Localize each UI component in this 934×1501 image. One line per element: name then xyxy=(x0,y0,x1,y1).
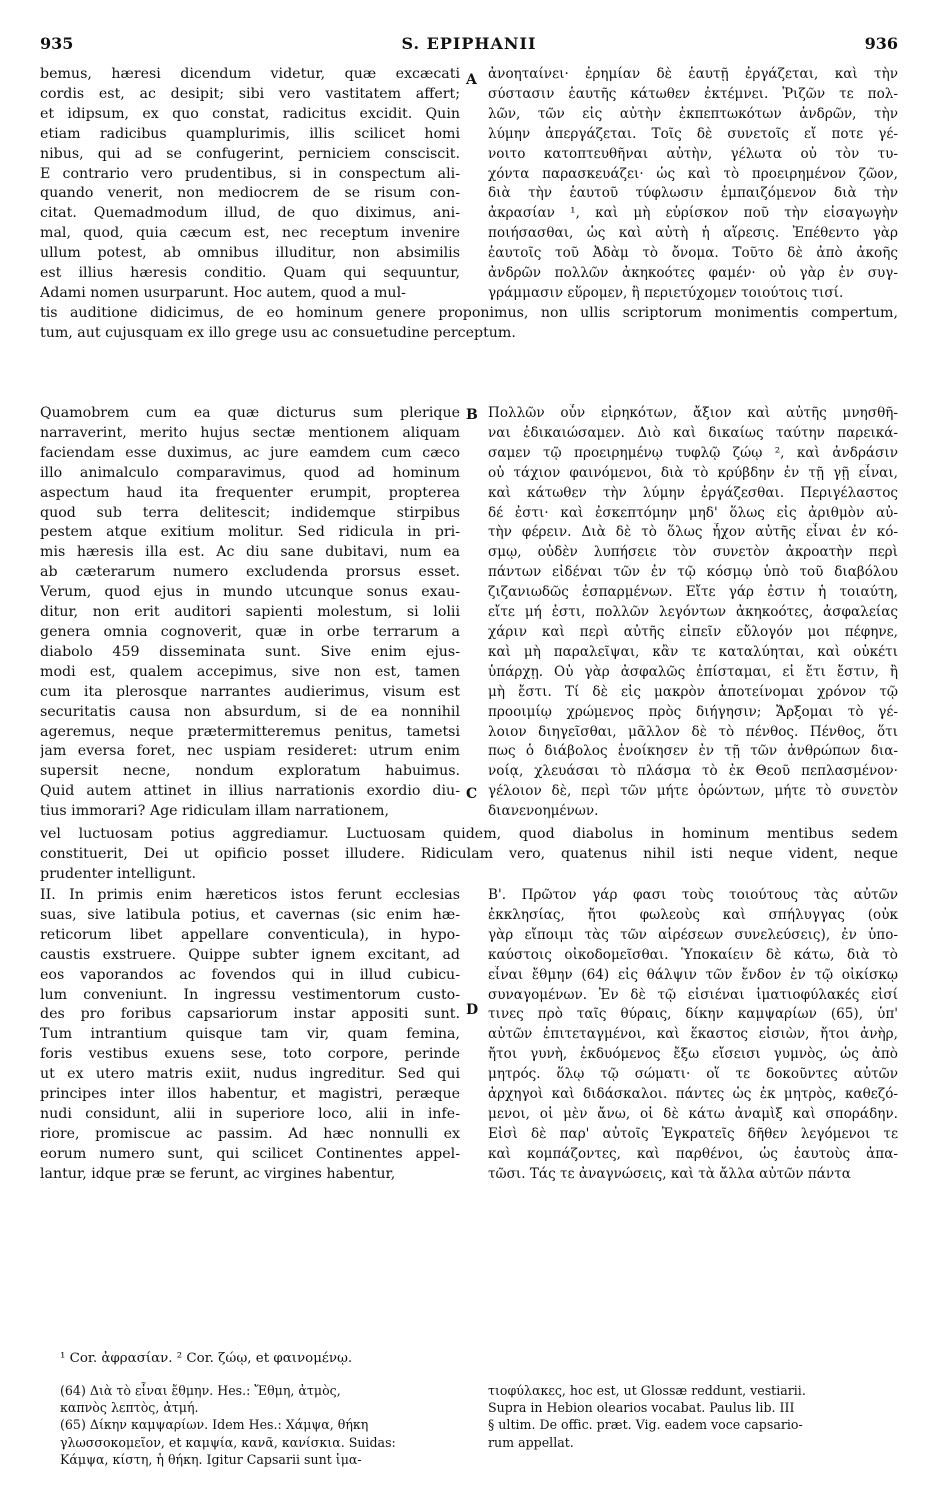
latin-text-line: et idipsum, ex quo constat, radicitus excidit. Quin xyxy=(40,105,460,122)
latin-text-line: suas, sive latibula potius, et cavernas (sic enim hæ- xyxy=(40,906,460,923)
latin-text-line: tius immorari? Age ridiculam illam narrationem, xyxy=(40,803,389,820)
greek-text-line: ἀκρασίαν ¹, καὶ μὴ εὑρίσκον ποῦ τὴν εἰσαγωγὴν xyxy=(488,205,898,222)
latin-text-line: des pro foribus capsariorum instar appositi sunt. xyxy=(40,1006,460,1023)
latin-text-line: aspectum haud ita frequenter erumpit, propterea xyxy=(40,484,460,501)
full-width-latin-1 xyxy=(40,304,898,344)
footnote-line: (64) Διὰ τὸ εἶναι ἔθμην. Hes.: Ἔθμη, ἀτμὸς, xyxy=(60,1383,341,1398)
latin-text-line: Quamobrem cum ea quæ dicturus sum plerique xyxy=(40,405,460,421)
greek-text-line: νοίᾳ, χλευάσαι τὸ πλάσμα τὸ ἐκ Θεοῦ πεπλασμένον· xyxy=(488,763,898,780)
greek-text-line: λῶν, τῶν εἰς αὐτὴν ἐκπεπτωκότων ἀνδρῶν, τὴν xyxy=(488,105,898,122)
greek-text-line: σύστασιν ἑαυτῆς κάτωθεν ἐκτέμνει. Ῥιζῶν τε πολ- xyxy=(488,85,898,102)
greek-column-b xyxy=(488,404,898,822)
greek-column-c xyxy=(488,886,898,1185)
greek-text-line: ναι ἐδικαιώσαμεν. Διὸ καὶ δικαίως ταύτην παρεικά- xyxy=(488,424,898,441)
greek-text-line: εἶναι ἔθμην (64) εἰς θάλψιν τῶν ἔνδον ἐν τῷ οἰκίσκῳ xyxy=(488,966,898,983)
latin-text-line: supersit necne, nondum exploratum habuimus. xyxy=(40,763,460,780)
greek-text-line: πως ὁ διάβολος ἐνοίκησεν ἐν τῇ τῶν ἀνθρώπων δια- xyxy=(488,743,898,760)
latin-text-line: cum ita plerosque narrantes audierimus, visum est xyxy=(40,683,460,700)
footnote-line: rum appellat. xyxy=(488,1434,574,1450)
greek-text-line: καὶ μὴ παραλεῖψαι, κἂν τε καταλύηται, καὶ οὐκέτι xyxy=(488,643,898,660)
latin-column-c xyxy=(40,886,460,1185)
greek-text-line: προοιμίῳ χρώμενος πρὸς διήγησιν; Ἄρξομαι τὸ γέ- xyxy=(488,703,898,720)
latin-text-line: Adami nomen usurparunt. Hoc autem, quod a mul- xyxy=(40,284,406,301)
latin-text-line: genera omnia cognoverit, quæ in orbe terrarum a xyxy=(40,623,460,640)
latin-text-line: eos vaporandos ac fovendos qui in illud cubicu- xyxy=(40,966,460,983)
latin-text-line: reticorum libet appellare conventicula), in hypo- xyxy=(40,926,460,943)
greek-text-line: πάντων εἰδέναι τῶν ἐν τῷ κόσμῳ ὑπὸ τοῦ διαβόλου xyxy=(488,564,898,581)
latin-text-line: II. In primis enim hæreticos istos ferunt ecclesias xyxy=(40,887,460,903)
latin-text-line: constituerit, Dei ut opificio posset illudere. Ridiculam vero, quatenus nihil isti neque vident, neque xyxy=(40,845,898,862)
greek-text-line: νοιτο κατοπτευθῆναι αὐτὴν, γέλωτα οὐ τὸν τυ- xyxy=(488,145,898,162)
greek-text-line: μὴ ἔστι. Τί δὲ εἰς μακρὸν ἀποτείνομαι χρόνον τῷ xyxy=(488,683,898,700)
footnote-line: Supra in Hebion olearios vocabat. Paulus lib. III xyxy=(488,1400,795,1416)
greek-text-line: σμῳ, οὐδὲν λυπήσειε τὸν συνετὸν ἀκροατὴν περὶ xyxy=(488,544,898,561)
margin-mark-d: D xyxy=(466,1002,479,1018)
latin-text-line: tis auditione didicimus, de eo hominum genere proponimus, non ullis scriptorum monimentis compertum, xyxy=(40,305,898,321)
latin-text-line: riore, promiscue ac passim. Ad hæc nonnulli ex xyxy=(40,1125,460,1142)
greek-text-line: καὶ κάτωθεν τὴν λύμην ἐργάζεσθαι. Περιγέλαστος xyxy=(488,484,898,501)
latin-text-line: principes inter illos habentur, et magistri, peræque xyxy=(40,1086,460,1103)
full-width-latin-2 xyxy=(40,825,898,885)
greek-text-line: Εἰσὶ δὲ παρ' αὐτοῖς Ἐγκρατεῖς δῆθεν λεγόμενοι τε xyxy=(488,1125,898,1142)
greek-text-line: καύστοις οἰκοδομεῖσθαι. Ὑποκαίειν δὲ κάτω, διὰ τὸ xyxy=(488,946,898,963)
latin-text-line: ditur, non erit auditori sapienti molestum, si lolii xyxy=(40,604,460,621)
margin-mark-c: C xyxy=(466,786,478,802)
page-number-left: 935 xyxy=(40,34,74,53)
latin-text-line: lantur, idque præ se ferunt, ac virgines habentur, xyxy=(40,1165,396,1182)
greek-text-line: ζιζανιωδῶς ἐσπαρμένων. Εἴτε γάρ ἐστιν ἡ τοιαύτη, xyxy=(488,584,898,601)
footnotes-left-column xyxy=(60,1382,458,1468)
greek-text-line: ποιήσασθαι, ὡς καὶ αὐτὴ ἡ αἵρεσις. Ἐπέθεντο γὰρ xyxy=(488,225,898,242)
greek-text-line: ἀνοηταίνει· ἐρημίαν δὲ ἑαυτῇ ἐργάζεται, καὶ τὴν xyxy=(488,66,898,82)
margin-mark-b: B xyxy=(466,407,478,423)
greek-text-line: συναγομένων. Ἐν δὲ τῷ εἰσιέναι ἱματιοφύλακές εἰσί xyxy=(488,986,898,1003)
footnote-line: τιοφύλακες, hoc est, ut Glossæ reddunt, vestiarii. xyxy=(488,1383,806,1398)
latin-text-line: eorum numero sunt, qui scilicet Continentes appel- xyxy=(40,1145,460,1162)
greek-column-a xyxy=(488,65,898,304)
greek-text-line: ἐκκλησίας, ἤτοι φωλεοὺς καὶ σπήλυγγας (οὐκ xyxy=(488,906,898,923)
greek-text-line: λύμην ἀπεργάζεται. Τοῖς δὲ συνετοῖς εἴ ποτε γέ- xyxy=(488,125,898,142)
footnote-line: καπνὸς λεπτὸς, ἀτμή. xyxy=(60,1400,199,1416)
latin-text-line: ullum potest, ab omnibus illuditur, non absimilis xyxy=(40,245,460,262)
greek-text-line: διὰ τὴν ἑαυτοῦ τύφλωσιν ἐμπαιζόμενον διὰ τὴν xyxy=(488,185,898,202)
greek-text-line: μητρός. ὅλῳ τῷ σώματι· οἵ τε δοκοῦντες αὐτῶν xyxy=(488,1066,898,1083)
latin-text-line: quando venerit, non mediocrem de se risum con- xyxy=(40,185,460,202)
latin-text-line: mal, quod, quia cæcum est, nec receptum invenire xyxy=(40,225,460,242)
footnote-line: Κάμψα, κίστη, ἡ θήκη. Igitur Capsarii sunt ἱμα- xyxy=(60,1451,362,1467)
footnote-line: (65) Δίκην καμψαρίων. Idem Hes.: Χάμψα, θήκη xyxy=(60,1417,369,1433)
latin-text-line: Quid autem attinet in illius narrationis exordio diu- xyxy=(40,783,460,800)
greek-text-line: διανενοημένων. xyxy=(488,803,599,820)
margin-mark-a: A xyxy=(466,72,477,88)
latin-text-line: nudi considunt, alii in superiore loco, alii in infe- xyxy=(40,1105,460,1122)
latin-text-line: bemus, hæresi dicendum videtur, quæ excæcati xyxy=(40,66,460,82)
latin-text-line: narraverint, merito hujus sectæ mentionem aliquam xyxy=(40,424,460,441)
latin-text-line: ab cæterarum numero excludenda prorsus esset. xyxy=(40,564,460,581)
latin-text-line: quod sub terra delitescit; indidemque stirpibus xyxy=(40,504,460,521)
greek-text-line: γὰρ εἴποιμι τὰς τῶν αἱρέσεων συνελεύσεις), ἐν ὑπο- xyxy=(488,926,898,943)
latin-text-line: ageremus, neque prætermitteremus penitus, tametsi xyxy=(40,723,460,740)
latin-text-line: nibus, qui ad se confugerint, perniciem consciscit. xyxy=(40,145,460,162)
page-number-right: 936 xyxy=(864,34,898,53)
footnote-line: γλωσσοκομεῖον, et καμψία, κανᾶ, κανίσκια. Suidas: xyxy=(60,1434,396,1450)
greek-text-line: γέλοιον δὲ, περὶ τῶν μήτε ὁρώντων, μήτε τὸ συνετὸν xyxy=(488,783,898,800)
latin-text-line: cordis est, ac desipit; sibi vero vastitatem affert; xyxy=(40,85,460,102)
latin-text-line: citat. Quemadmodum illud, de quo diximus, ani- xyxy=(40,205,460,222)
greek-text-line: ἑαυτοῖς τοῦ Ἀδὰμ τὸ ὄνομα. Τοῦτο δὲ ἀπὸ ἀκοῆς xyxy=(488,245,898,262)
latin-text-line: modi est, qualem accepimus, sive non est, tamen xyxy=(40,663,460,680)
greek-text-line: ἀρχηγοὶ καὶ διδάσκαλοι. πάντες ὡς ἐκ μητρὸς, καθεζό- xyxy=(488,1086,898,1103)
greek-text-line: οὐ τάχιον φαινόμενοι, διὰ τὸ κρύβδην ἐν τῇ γῇ εἶναι, xyxy=(488,464,898,481)
latin-text-line: est illius hæresis conditio. Quam qui sequuntur, xyxy=(40,265,460,282)
latin-text-line: ut ex utero matris exiit, nudus ingreditur. Sed qui xyxy=(40,1066,460,1083)
latin-column-a xyxy=(40,65,460,304)
footnote-corrections: ¹ Cor. ἀφρασίαν. ² Cor. ζώῳ, et φαινομένῳ. xyxy=(60,1351,353,1366)
latin-text-line: vel luctuosam potius aggrediamur. Luctuosam quidem, quod diabolus in hominum mentibus sedem xyxy=(40,826,898,842)
greek-text-line: ἤτοι γυνὴ, ἐκδυόμενος ἔξω εἴσεισι γυμνὸς, ὡς ἀπὸ xyxy=(488,1046,898,1063)
latin-text-line: tum, aut cujusquam ex illo grege usu ac consuetudine perceptum. xyxy=(40,324,516,341)
greek-text-line: καὶ κομπάζοντες, καὶ παρθένοι, ὡς ἑαυτοὺς ἀπα- xyxy=(488,1145,898,1162)
latin-column-b xyxy=(40,404,460,822)
latin-text-line: pestem atque exitium molitur. Sed ridicula in pri- xyxy=(40,524,460,541)
footnote-line: § ultim. De offic. præt. Vig. eadem voce capsario- xyxy=(488,1417,803,1433)
latin-text-line: diabolo 459 disseminata sunt. Sive enim ejus- xyxy=(40,643,460,660)
latin-text-line: jam eversa foret, nec uspiam resideret: utrum enim xyxy=(40,743,460,760)
greek-text-line: ἀνδρῶν πολλῶν ἀκηκοότες φαμέν· οὐ γὰρ ἐν συγ- xyxy=(488,265,898,282)
greek-text-line: λοιον διηγεῖσθαι, μᾶλλον δὲ τὸ πένθος. Πένθος, ὅτι xyxy=(488,723,898,740)
latin-text-line: Verum, quod ejus in mundo utcunque sonus exau- xyxy=(40,584,460,601)
greek-text-line: Β'. Πρῶτον γάρ φασι τοὺς τοιούτους τὰς αὐτῶν xyxy=(488,887,898,903)
greek-text-line: τῶσι. Τάς τε ἀναγνώσεις, καὶ τὰ ἄλλα αὐτῶν πάντα xyxy=(488,1165,851,1182)
latin-text-line: etiam radicibus quamplurimis, illis scilicet homi xyxy=(40,125,460,142)
greek-text-line: ὑπάρχῃ. Οὐ γὰρ ἀσφαλῶς ἐπίσταμαι, εἰ ἔτι ἔστιν, ἢ xyxy=(488,663,898,680)
latin-text-line: Tum intrantium quisque tam vir, quam femina, xyxy=(40,1026,460,1043)
greek-text-line: τὴν φέρειν. Διὰ δὲ τὸ ὅλως ἦχον αὐτῆς εἶναι ἐν κό- xyxy=(488,524,898,541)
latin-text-line: securitatis causa non absurdum, si de ea nonnihil xyxy=(40,703,460,720)
greek-text-line: χόντα παρασκευάζει· ὡς καὶ τὸ προειρημένον ζῶον, xyxy=(488,165,898,182)
latin-text-line: E contrario vero prudentibus, si in conspectum ali- xyxy=(40,165,460,182)
greek-text-line: αὐτῶν ἐπιτεταγμένοι, καὶ ἕκαστος εἰσιὼν, ἤτοι ἀνὴρ, xyxy=(488,1026,898,1043)
greek-text-line: δέ ἐστι· καὶ ἐσκεπτόμην μηδ' ὅλως εἰς ἀριθμὸν αὐ- xyxy=(488,504,898,521)
footnotes-right-column xyxy=(488,1382,898,1451)
running-header xyxy=(40,34,898,58)
greek-text-line: εἴτε μή ἐστι, πολλῶν λεγόντων ἀκηκοότες, ἀσφαλείας xyxy=(488,604,898,621)
greek-text-line: γράμμασιν εὕρομεν, ἢ περιετύχομεν τοιούτοις τισί. xyxy=(488,284,844,301)
greek-text-line: μενοι, οἱ μὲν ἄνω, οἱ δὲ κάτω ἀναμὶξ καὶ σποράδην. xyxy=(488,1105,898,1122)
latin-text-line: foris vestibus exuens sese, toto corpore, perinde xyxy=(40,1046,460,1063)
latin-text-line: prudenter intelligunt. xyxy=(40,865,196,882)
running-title: S. EPIPHANII xyxy=(401,34,537,53)
latin-text-line: illo animalculo comparavimus, quod ad hominum xyxy=(40,464,460,481)
latin-text-line: caustis exstruere. Quippe subter ignem excitant, ad xyxy=(40,946,460,963)
greek-text-line: Πολλῶν οὖν εἰρηκότων, ἄξιον καὶ αὐτῆς μνησθῆ- xyxy=(488,405,898,421)
latin-text-line: faciendam esse duximus, ac jure eamdem cum cæco xyxy=(40,444,460,461)
greek-text-line: τινες πρὸ ταῖς θύραις, δίκην καμψαρίων (65), ὑπ' xyxy=(488,1006,898,1023)
greek-text-line: χάριν καὶ περὶ αὐτῆς εἰπεῖν εὔλογόν μοι πέφηνε, xyxy=(488,623,898,640)
greek-text-line: σαμεν τῷ προειρημένῳ τυφλῷ ζώῳ ², καὶ ἀνδράσιν xyxy=(488,444,898,461)
latin-text-line: mis hæresis illa est. Ac diu sane dubitavi, num ea xyxy=(40,544,460,561)
latin-text-line: lum conveniunt. In ingressu vestimentorum custo- xyxy=(40,986,460,1003)
